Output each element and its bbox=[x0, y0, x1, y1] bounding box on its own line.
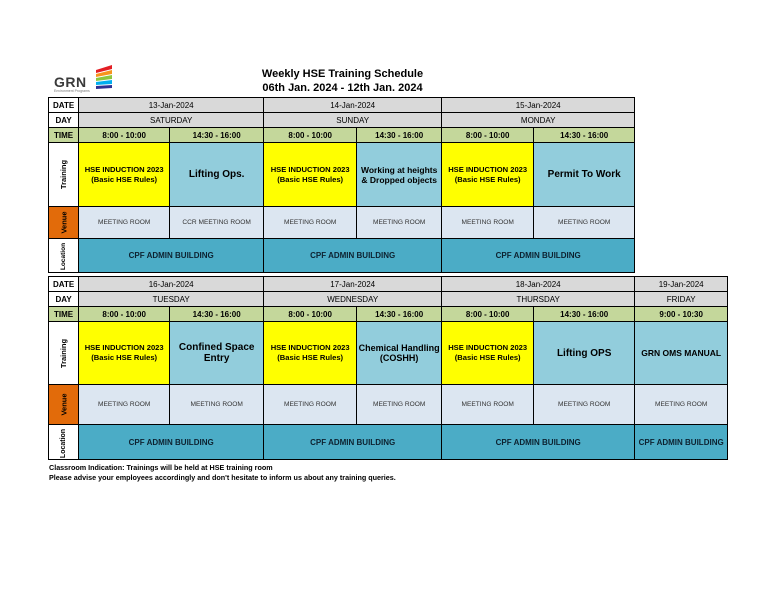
venue-cell: MEETING ROOM bbox=[264, 207, 357, 239]
venue-label-text: Venue bbox=[59, 393, 69, 416]
location-cell: CPF ADMIN BUILDING bbox=[264, 239, 442, 273]
logo-subtext: Environment Programs bbox=[54, 89, 90, 93]
training-cell: Confined Space Entry bbox=[170, 322, 264, 385]
time-cell: 14:30 - 16:00 bbox=[357, 307, 442, 322]
location-cell: CPF ADMIN BUILDING bbox=[635, 425, 728, 460]
time-cell: 14:30 - 16:00 bbox=[534, 128, 635, 143]
date-cell: 19-Jan-2024 bbox=[635, 277, 728, 292]
date-cell: 14-Jan-2024 bbox=[264, 98, 442, 113]
day-label: DAY bbox=[49, 292, 79, 307]
location-label-text: Location bbox=[60, 242, 68, 271]
training-cell: Lifting OPS bbox=[534, 322, 635, 385]
day-cell: SUNDAY bbox=[264, 113, 442, 128]
venue-cell: MEETING ROOM bbox=[357, 385, 442, 425]
training-label-text: Training bbox=[59, 159, 69, 190]
schedule-table-week2 bbox=[48, 276, 728, 460]
time-cell: 14:30 - 16:00 bbox=[170, 307, 264, 322]
training-cell: Permit To Work bbox=[534, 143, 635, 207]
day-row bbox=[49, 113, 635, 128]
venue-cell: MEETING ROOM bbox=[79, 385, 170, 425]
date-cell: 17-Jan-2024 bbox=[264, 277, 442, 292]
training-cell: HSE INDUCTION 2023 (Basic HSE Rules) bbox=[264, 322, 357, 385]
schedule-date-range: 06th Jan. 2024 - 12th Jan. 2024 bbox=[262, 82, 423, 94]
time-cell: 8:00 - 10:00 bbox=[442, 128, 534, 143]
venue-cell: MEETING ROOM bbox=[442, 385, 534, 425]
time-cell: 8:00 - 10:00 bbox=[264, 128, 357, 143]
venue-cell: CCR MEETING ROOM bbox=[170, 207, 264, 239]
time-cell: 14:30 - 16:00 bbox=[170, 128, 264, 143]
time-cell: 14:30 - 16:00 bbox=[357, 128, 442, 143]
date-cell: 15-Jan-2024 bbox=[442, 98, 635, 113]
time-cell: 14:30 - 16:00 bbox=[534, 307, 635, 322]
location-label-text: Location bbox=[60, 428, 68, 458]
venue-cell: MEETING ROOM bbox=[635, 385, 728, 425]
date-row bbox=[49, 277, 728, 292]
date-cell: 13-Jan-2024 bbox=[79, 98, 264, 113]
venue-label bbox=[49, 385, 79, 425]
day-cell: FRIDAY bbox=[635, 292, 728, 307]
training-cell: HSE INDUCTION 2023 (Basic HSE Rules) bbox=[442, 143, 534, 207]
date-cell: 16-Jan-2024 bbox=[79, 277, 264, 292]
time-cell: 8:00 - 10:00 bbox=[442, 307, 534, 322]
venue-cell: MEETING ROOM bbox=[442, 207, 534, 239]
location-row bbox=[49, 425, 728, 460]
location-label bbox=[49, 239, 79, 273]
time-cell: 9:00 - 10:30 bbox=[635, 307, 728, 322]
venue-cell: MEETING ROOM bbox=[534, 207, 635, 239]
time-label: TIME bbox=[49, 128, 79, 143]
day-cell: THURSDAY bbox=[442, 292, 635, 307]
venue-cell: MEETING ROOM bbox=[170, 385, 264, 425]
training-row bbox=[49, 322, 728, 385]
venue-cell: MEETING ROOM bbox=[79, 207, 170, 239]
time-cell: 8:00 - 10:00 bbox=[264, 307, 357, 322]
venue-label-text: Venue bbox=[59, 211, 69, 234]
time-row bbox=[49, 128, 635, 143]
time-cell: 8:00 - 10:00 bbox=[79, 307, 170, 322]
time-label: TIME bbox=[49, 307, 79, 322]
training-cell: HSE INDUCTION 2023 (Basic HSE Rules) bbox=[79, 143, 170, 207]
time-cell: 8:00 - 10:00 bbox=[79, 128, 170, 143]
time-row bbox=[49, 307, 728, 322]
day-cell: WEDNESDAY bbox=[264, 292, 442, 307]
venue-row bbox=[49, 385, 728, 425]
logo-text: GRN bbox=[54, 74, 87, 90]
venue-cell: MEETING ROOM bbox=[264, 385, 357, 425]
location-cell: CPF ADMIN BUILDING bbox=[442, 425, 635, 460]
venue-label bbox=[49, 207, 79, 239]
date-label: DATE bbox=[49, 98, 79, 113]
location-cell: CPF ADMIN BUILDING bbox=[264, 425, 442, 460]
training-cell: GRN OMS MANUAL bbox=[635, 322, 728, 385]
venue-row bbox=[49, 207, 635, 239]
training-label bbox=[49, 322, 79, 385]
location-cell: CPF ADMIN BUILDING bbox=[79, 425, 264, 460]
location-row bbox=[49, 239, 635, 273]
advise-note: Please advise your employees accordingly and don't hesitate to inform us about any training queries. bbox=[49, 473, 396, 482]
training-label-text: Training bbox=[59, 338, 69, 368]
date-cell: 18-Jan-2024 bbox=[442, 277, 635, 292]
date-row bbox=[49, 98, 635, 113]
training-cell: Lifting Ops. bbox=[170, 143, 264, 207]
venue-cell: MEETING ROOM bbox=[357, 207, 442, 239]
training-cell: HSE INDUCTION 2023 (Basic HSE Rules) bbox=[264, 143, 357, 207]
training-cell: Working at heights & Dropped objects bbox=[357, 143, 442, 207]
grn-logo bbox=[52, 64, 116, 94]
schedule-table-week1 bbox=[48, 97, 635, 273]
day-row bbox=[49, 292, 728, 307]
date-label: DATE bbox=[49, 277, 79, 292]
training-row bbox=[49, 143, 635, 207]
training-cell: Chemical Handling (COSHH) bbox=[357, 322, 442, 385]
training-label bbox=[49, 143, 79, 207]
location-cell: CPF ADMIN BUILDING bbox=[79, 239, 264, 273]
training-cell: HSE INDUCTION 2023 (Basic HSE Rules) bbox=[442, 322, 534, 385]
venue-cell: MEETING ROOM bbox=[534, 385, 635, 425]
classroom-note: Classroom Indication: Trainings will be held at HSE training room bbox=[49, 463, 273, 472]
training-cell: HSE INDUCTION 2023 (Basic HSE Rules) bbox=[79, 322, 170, 385]
location-cell: CPF ADMIN BUILDING bbox=[442, 239, 635, 273]
day-label: DAY bbox=[49, 113, 79, 128]
day-cell: SATURDAY bbox=[79, 113, 264, 128]
day-cell: TUESDAY bbox=[79, 292, 264, 307]
location-label bbox=[49, 425, 79, 460]
day-cell: MONDAY bbox=[442, 113, 635, 128]
schedule-title: Weekly HSE Training Schedule bbox=[261, 68, 424, 80]
